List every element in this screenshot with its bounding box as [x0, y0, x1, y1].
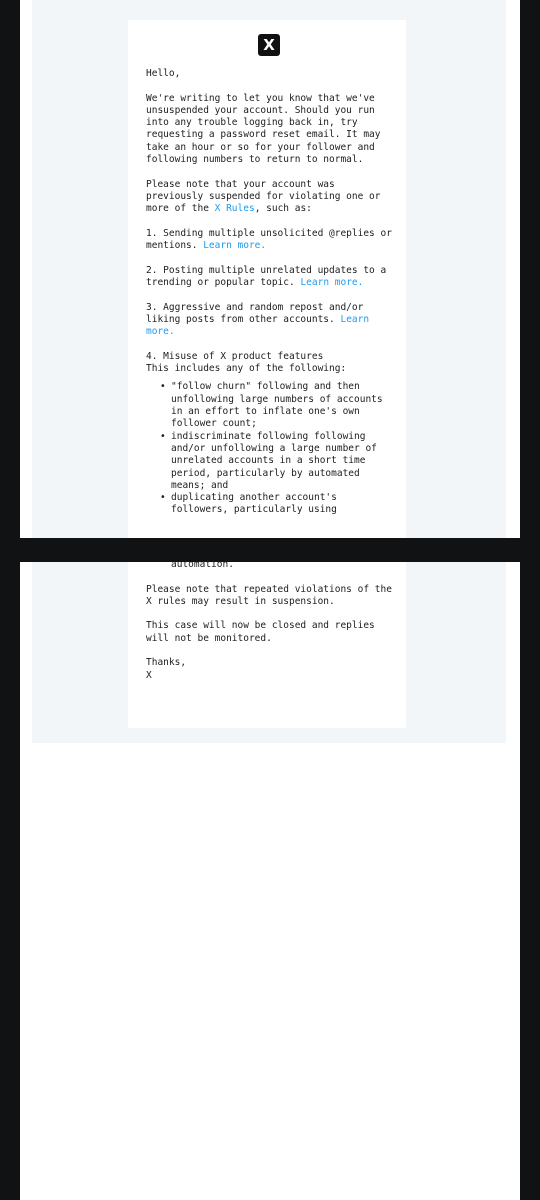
violations-paragraph: Please note that repeated violations of the X rules may result in suspension. [146, 583, 392, 607]
rule-3: 3. Aggressive and random repost and/or liking posts from other accounts. Learn more. [146, 301, 370, 338]
x-rules-link[interactable]: X Rules [214, 203, 255, 215]
rule-2: 2. Posting multiple unrelated updates to a trending or popular topic. Learn more. [146, 264, 387, 289]
x-logo-icon: X [258, 34, 280, 56]
list-item: • indiscriminate following following and/or unfollowing a large number of unrelated accounts in a short time period, particularly by automated means; and [146, 431, 396, 492]
rule-1: 1. Sending multiple unsolicited @replies or mentions. Learn more. [146, 227, 392, 252]
unsuspend-paragraph: We're writing to let you know that we've unsuspended your account. Should you run into any trouble logging back in, try requesting a password reset email. It may take an hour or so for your follower and following numbers to return to normal. [146, 92, 381, 166]
right-dark-bar [520, 0, 540, 1200]
signature: X [146, 669, 152, 681]
list-item-continuation: automation. [171, 559, 234, 570]
rule-4-intro: This includes any of the following: [146, 363, 347, 375]
list-item: • "follow churn" following and then unfollowing large numbers of accounts in an effort to inflate one's own follower count; [146, 381, 396, 430]
list-item: • duplicating another account's followers, particularly using [146, 492, 396, 517]
left-dark-bar [0, 0, 20, 1200]
rule-4-title: 4. Misuse of X product features [146, 350, 324, 362]
learn-more-link[interactable]: Learn more. [203, 240, 267, 252]
greeting: Hello, [146, 68, 181, 79]
case-closed-paragraph: This case will now be closed and replies will not be monitored. [146, 620, 375, 644]
signoff: Thanks, [146, 657, 187, 669]
suspension-note-paragraph: Please note that your account was previously suspended for violating one or more of the X Rules, such as: [146, 178, 381, 215]
email-body-top [146, 68, 396, 538]
learn-more-link[interactable]: Learn more. [300, 277, 364, 289]
rule-4-list [146, 381, 396, 516]
email-body-bottom [146, 559, 396, 682]
learn-more-link[interactable]: Learn more. [146, 313, 370, 338]
